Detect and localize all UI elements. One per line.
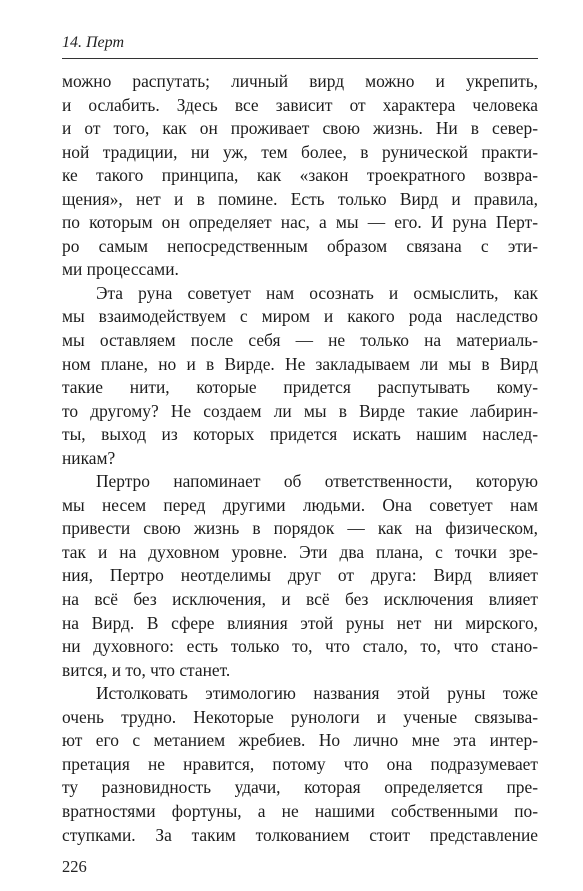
text-line: на всё без исключения, и всё без исключения влияет <box>62 589 538 610</box>
text-line: так и на духовном уровне. Эти два плана, с точки зре- <box>62 541 538 562</box>
text-line: ро самым непосредственным образом связана с эти- <box>62 235 538 256</box>
text-line: ступками. За таким толкованием стоит представление <box>62 824 538 845</box>
text-line: Истолковать этимологию названия этой руны тоже <box>96 683 538 704</box>
text-line: ном плане, но и в Вирде. Не закладываем ли мы в Вирд <box>62 353 538 374</box>
text-line: Эта руна советует нам осознать и осмыслить, как <box>96 282 538 303</box>
text-line: привести свою жизнь в порядок — как на физическом, <box>62 518 538 539</box>
text-line: очень трудно. Некоторые рунологи и ученые связыва- <box>62 706 538 727</box>
text-line: ты, выход из которых придется искать нашим наслед- <box>62 424 538 445</box>
text-line: мы взаимодействуем с миром и какого рода наследство <box>62 306 538 327</box>
body-text <box>62 70 538 847</box>
text-line: и ослабить. Здесь все зависит от характера человека <box>62 94 538 115</box>
text-line: мы несем перед другими людьми. Она советует нам <box>62 494 538 515</box>
text-line: мы оставляем после себя — не только на материаль- <box>62 330 538 351</box>
text-line: щения», нет и в помине. Есть только Вирд и правила, <box>62 188 538 209</box>
text-line: то другому? Не создаем ли мы в Вирде такие лабирин- <box>62 400 538 421</box>
text-line: ной традиции, ни уж, тем более, в рунической практи- <box>62 141 538 162</box>
text-line: Пертро напоминает об ответственности, которую <box>96 471 538 492</box>
text-line: можно распутать; личный вирд можно и укрепить, <box>62 71 538 91</box>
text-line: ке такого принципа, как «закон троекратного возвра- <box>62 165 538 186</box>
text-line: никам? <box>62 447 116 468</box>
text-line: ту разновидность удачи, которая определяется пре- <box>62 777 538 798</box>
text-line: такие нити, которые придется распутывать кому- <box>62 377 538 398</box>
text-line: вратностями фортуны, а не нашими собственными по- <box>62 800 538 821</box>
text-line: ми процессами. <box>62 259 179 280</box>
text-line: вится, и то, что станет. <box>62 659 231 680</box>
page-number: 226 <box>62 857 87 876</box>
header-rule <box>62 58 538 59</box>
text-line: ния, Пертро неотделимы друг от друга: Вирд влияет <box>62 565 538 586</box>
running-head: 14. Перт <box>62 34 124 51</box>
text-line: ни духовного: есть только то, что стало, то, что стано- <box>62 636 538 657</box>
text-line: по которым он определяет нас, а мы — его. И руна Перт- <box>62 212 538 233</box>
text-line: и от того, как он проживает свою жизнь. Ни в север- <box>62 118 538 139</box>
text-line: претация не нравится, потому что она подразумевает <box>62 753 538 774</box>
text-line: на Вирд. В сфере влияния этой руны нет ни мирского, <box>62 612 538 633</box>
text-line: ют его с метанием жребиев. Но лично мне эта интер- <box>62 730 538 751</box>
